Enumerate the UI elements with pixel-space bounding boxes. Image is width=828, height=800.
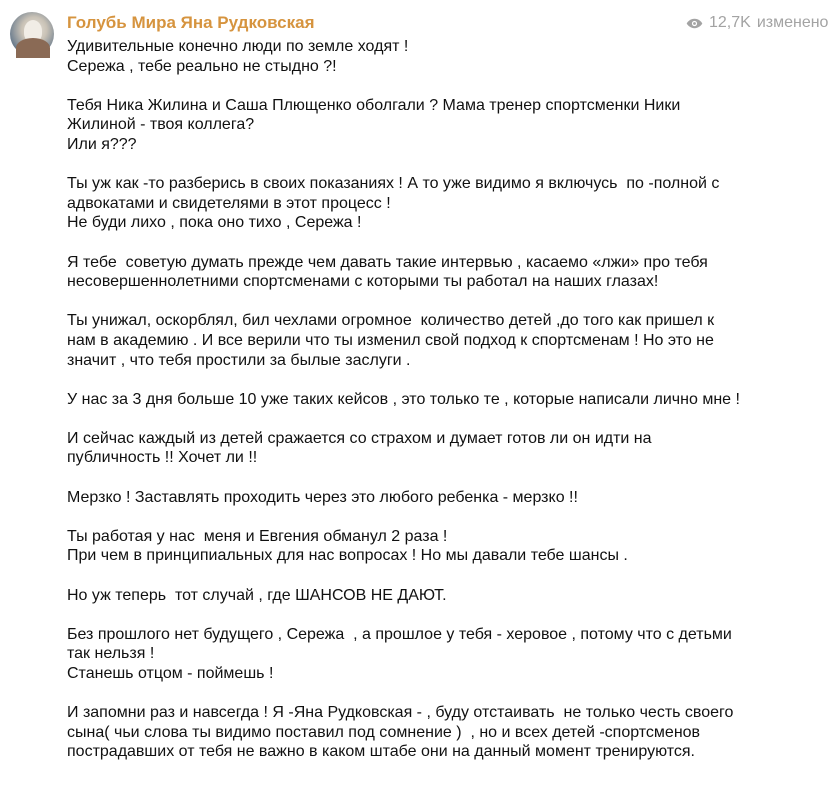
text-line: Без прошлого нет будущего , Сережа , а прошлое у тебя - херовое , потому что с детьми	[67, 625, 732, 643]
channel-avatar[interactable]	[10, 12, 54, 56]
text-line: И сейчас каждый из детей сражается со страхом и думает готов ли он идти на	[67, 429, 652, 447]
text-line: Тебя Ника Жилина и Саша Плющенко оболгали ? Мама тренер спортсменки Ники	[67, 96, 681, 114]
text-line: Я тебе советую думать прежде чем давать такие интервью , касаемо «лжи» про тебя	[67, 253, 708, 271]
text-line: И запомни раз и навсегда ! Я -Яна Рудковская - , буду отстаивать не только честь своего	[67, 704, 734, 722]
blank-line	[67, 76, 802, 96]
text-line: так нельзя !	[67, 645, 155, 663]
edited-label: изменено	[756, 14, 828, 31]
view-count: 12,7K	[709, 14, 751, 31]
post-header	[67, 12, 828, 36]
text-line: Или я???	[67, 135, 137, 153]
eye-icon	[686, 18, 703, 29]
text-line: несовершеннолетними спортсменами с которыми ты работал на наших глазах!	[67, 273, 659, 291]
blank-line	[67, 605, 802, 625]
post-text	[67, 37, 802, 762]
blank-line	[67, 155, 802, 175]
text-line: нам в академию . И все верили что ты изменил свой подход к спортсменам ! Но это не	[67, 331, 714, 349]
text-line: сына( чьи слова ты видимо поставил под сомнение ) , но и всех детей -спортсменов	[67, 723, 701, 741]
text-line: При чем в принципиальных для нас вопросах ! Но мы давали тебе шансы .	[67, 547, 628, 565]
post-meta	[686, 14, 828, 32]
blank-line	[67, 370, 802, 390]
text-line: Ты работая у нас меня и Евгения обманул 2 раза !	[67, 527, 448, 545]
author-name[interactable]: Голубь Мира Яна Рудковская	[67, 13, 315, 32]
blank-line	[67, 566, 802, 586]
text-line: публичность !! Хочет ли !!	[67, 449, 258, 467]
text-line: Ты уж как -то разберись в своих показаниях ! А то уже видимо я включусь по -полной с	[67, 175, 720, 193]
text-line: Жилиной - твоя коллега?	[67, 116, 255, 134]
text-line: Ты унижал, оскорблял, бил чехлами огромное количество детей ,до того как пришел к	[67, 312, 715, 330]
blank-line	[67, 233, 802, 253]
text-line: Сережа , тебе реально не стыдно ?!	[67, 57, 337, 75]
blank-line	[67, 409, 802, 429]
text-line: Не буди лихо , пока оно тихо , Сережа !	[67, 214, 362, 232]
blank-line	[67, 468, 802, 488]
text-line: Мерзко ! Заставлять проходить через это любого ребенка - мерзко !!	[67, 488, 578, 506]
text-line: адвокатами и свидетелями в этот процесс !	[67, 194, 391, 212]
blank-line	[67, 684, 802, 704]
text-line: Но уж теперь тот случай , где ШАНСОВ НЕ ДАЮТ.	[67, 586, 447, 604]
text-line: пострадавших от тебя не важно в каком штабе они на данный момент тренируются.	[67, 743, 695, 761]
text-line: Удивительные конечно люди по земле ходят !	[67, 38, 409, 55]
blank-line	[67, 507, 802, 527]
text-line: Станешь отцом - поймешь !	[67, 665, 274, 682]
blank-line	[67, 292, 802, 312]
text-line: У нас за 3 дня больше 10 уже таких кейсов , это только те , которые написали лично мне !	[67, 390, 740, 408]
text-line: значит , что тебя простили за былые заслуги .	[67, 351, 411, 369]
